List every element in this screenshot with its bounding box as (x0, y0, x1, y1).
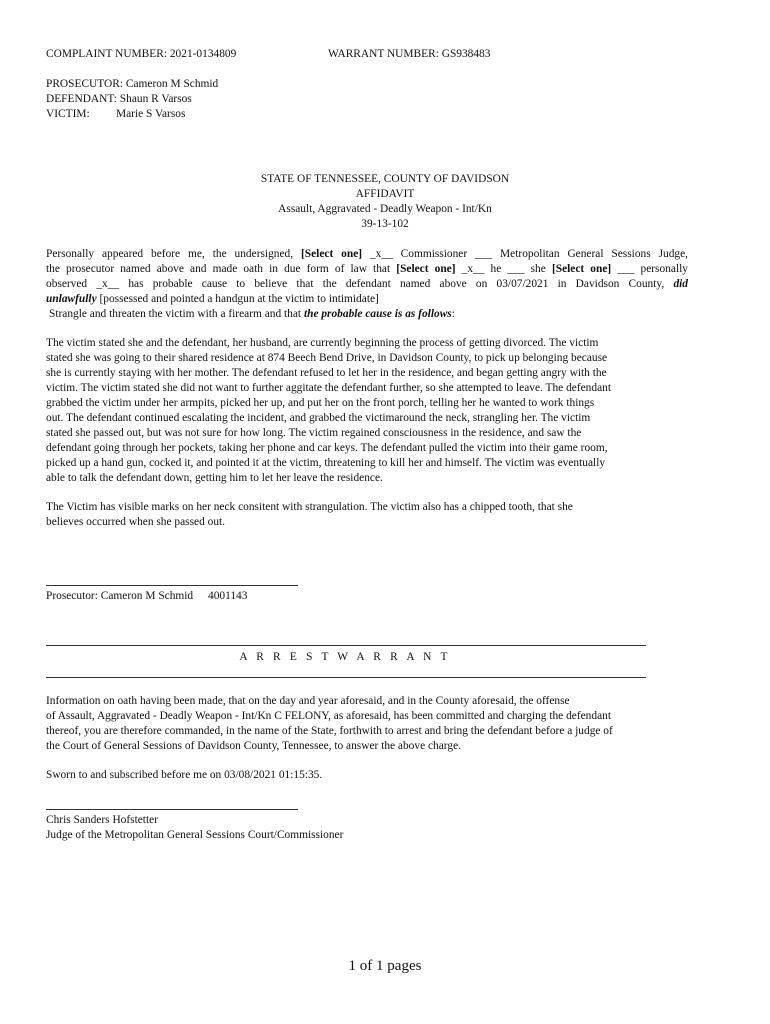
affidavit-line-3 (46, 277, 688, 292)
judge-title: Judge of the Metropolitan General Sessions Court/Commissioner (46, 829, 344, 841)
affidavit-line-2 (46, 262, 688, 277)
affidavit-line-1 (46, 247, 688, 262)
title-statute: 39-13-102 (361, 218, 409, 230)
narrative-line: grabbed the victim under her armpits, picked her up, and put her on the front porch, telling her he wanted to work things (46, 397, 595, 409)
prosecutor-signature-block (46, 589, 247, 604)
affidavit-text: Personally appeared before me, the undersigned, (46, 248, 294, 260)
warrant-line: the Court of General Sessions of Davidson County, Tennessee, to answer the above charge. (46, 740, 461, 752)
warrant-number-label: WARRANT NUMBER: (328, 48, 439, 60)
title-offense: Assault, Aggravated - Deadly Weapon - Int/Kn (278, 203, 492, 215)
narrative-line: stated she passed out, but was not sure for how long. The victim regained consciousness in the residence, and saw the (46, 427, 582, 439)
defendant-line (46, 92, 192, 107)
affidavit-text: the prosecutor named above and made oath in due form of law that (46, 263, 391, 275)
judge-name: Chris Sanders Hofstetter (46, 814, 158, 826)
select-one-marker: [Select one] (301, 248, 363, 260)
prosecutor-sig-name: Cameron M Schmid (100, 590, 194, 602)
affidavit-text: : (451, 308, 455, 320)
title-affidavit: AFFIDAVIT (355, 188, 415, 200)
prosecutor-sig-label: Prosecutor: (46, 590, 98, 602)
narrative-line: able to talk the defendant down, getting him to let her leave the residence. (46, 472, 383, 484)
narrative-line: defendant going through her pockets, taking her phone and car keys. The defendant pulled the victim into their game room, (46, 442, 608, 454)
warrant-bottom-rule (46, 677, 646, 678)
narrative-paragraph-1 (46, 336, 688, 486)
warrant-number-line (328, 47, 490, 62)
narrative-line: picked up a hand gun, cocked it, and pointed it at the victim, threatening to kill her and himself. The victim was eventually (46, 457, 606, 469)
affidavit-text: _x__ he ___ she (461, 263, 546, 275)
narrative-line: out. The defendant continued escalating the incident, and grabbed the victimaround the neck, strangling her. The victim (46, 412, 591, 424)
affidavit-text: Strangle and threaten the victim with a firearm and that (49, 308, 302, 320)
complaint-number-label: COMPLAINT NUMBER: (46, 48, 167, 60)
narrative-line: victim. The victim stated she did not want to further aggitate the defendant further, so she attempted to leave. The defendant (46, 382, 611, 394)
arrest-warrant-heading: A R R E S T W A R R A N T (239, 651, 451, 663)
complaint-number-value: 2021-0134809 (169, 48, 237, 60)
prosecutor-label: PROSECUTOR: (46, 78, 124, 90)
title-state-county: STATE OF TENNESSEE, COUNTY OF DAVIDSON (260, 173, 510, 185)
defendant-label: DEFENDANT: (46, 93, 117, 105)
affidavit-paragraph (46, 247, 688, 322)
complaint-number-line (46, 47, 236, 62)
prosecutor-signature-line (46, 585, 298, 586)
select-one-marker: [Select one] (396, 263, 456, 275)
victim-name: Marie S Varsos (116, 108, 186, 120)
unlawfully-emphasis: unlawfully (46, 293, 97, 305)
narrative-line: she is currently staying with her mother. The defendant refused to let her in the residence, and began getting angry with the (46, 367, 607, 379)
narrative-line: The victim stated she and the defendant, her husband, are currently beginning the process of getting divorced. The victim (46, 337, 599, 349)
warrant-line: of Assault, Aggravated - Deadly Weapon - Int/Kn C FELONY, as aforesaid, has been committed and charging the defendant (46, 710, 611, 722)
prosecutor-line (46, 77, 218, 92)
select-one-marker: [Select one] (551, 263, 612, 275)
warrant-line: thereof, you are therefore commanded, in the name of the State, forthwith to arrest and bring the defendant before a judge of (46, 725, 613, 737)
affidavit-text: _x__ Commissioner ___ Metropolitan General Sessions Judge, (369, 248, 688, 260)
warrant-number-value: GS938483 (441, 48, 491, 60)
warrant-top-rule (46, 645, 646, 646)
did-emphasis: did (673, 278, 688, 290)
prosecutor-sig-id: 4001143 (208, 590, 248, 602)
warrant-line: Information on oath having been made, that on the day and year aforesaid, and in the County aforesaid, the offense (46, 695, 570, 707)
victim-line (46, 107, 185, 122)
affidavit-line-4 (46, 292, 688, 307)
judge-signature-line (46, 809, 298, 810)
page-count: 1 of 1 pages (348, 958, 422, 974)
probable-cause-emphasis: the probable cause is as follows (303, 308, 452, 320)
defendant-name: Shaun R Varsos (119, 93, 192, 105)
affidavit-text: observed _x__ has probable cause to believe that the defendant named above on 03/07/2021 in Davidson County, (46, 278, 665, 290)
narrative-line: believes occurred when she passed out. (46, 516, 226, 528)
warrant-paragraph (46, 694, 688, 754)
sworn-statement: Sworn to and subscribed before me on 03/08/2021 01:15:35. (46, 769, 323, 781)
prosecutor-name: Cameron M Schmid (125, 78, 219, 90)
affidavit-line-5 (46, 307, 688, 322)
affidavit-text: ___ personally (617, 263, 688, 275)
narrative-line: The Victim has visible marks on her neck consitent with strangulation. The victim also has a chipped tooth, that she (46, 501, 573, 513)
affidavit-text: [possessed and pointed a handgun at the victim to intimidate] (99, 293, 379, 305)
narrative-line: stated she was going to their shared residence at 874 Beech Bend Drive, in Davidson County, to pick up belonging because (46, 352, 608, 364)
victim-label: VICTIM: (46, 108, 90, 120)
narrative-paragraph-2 (46, 500, 688, 530)
